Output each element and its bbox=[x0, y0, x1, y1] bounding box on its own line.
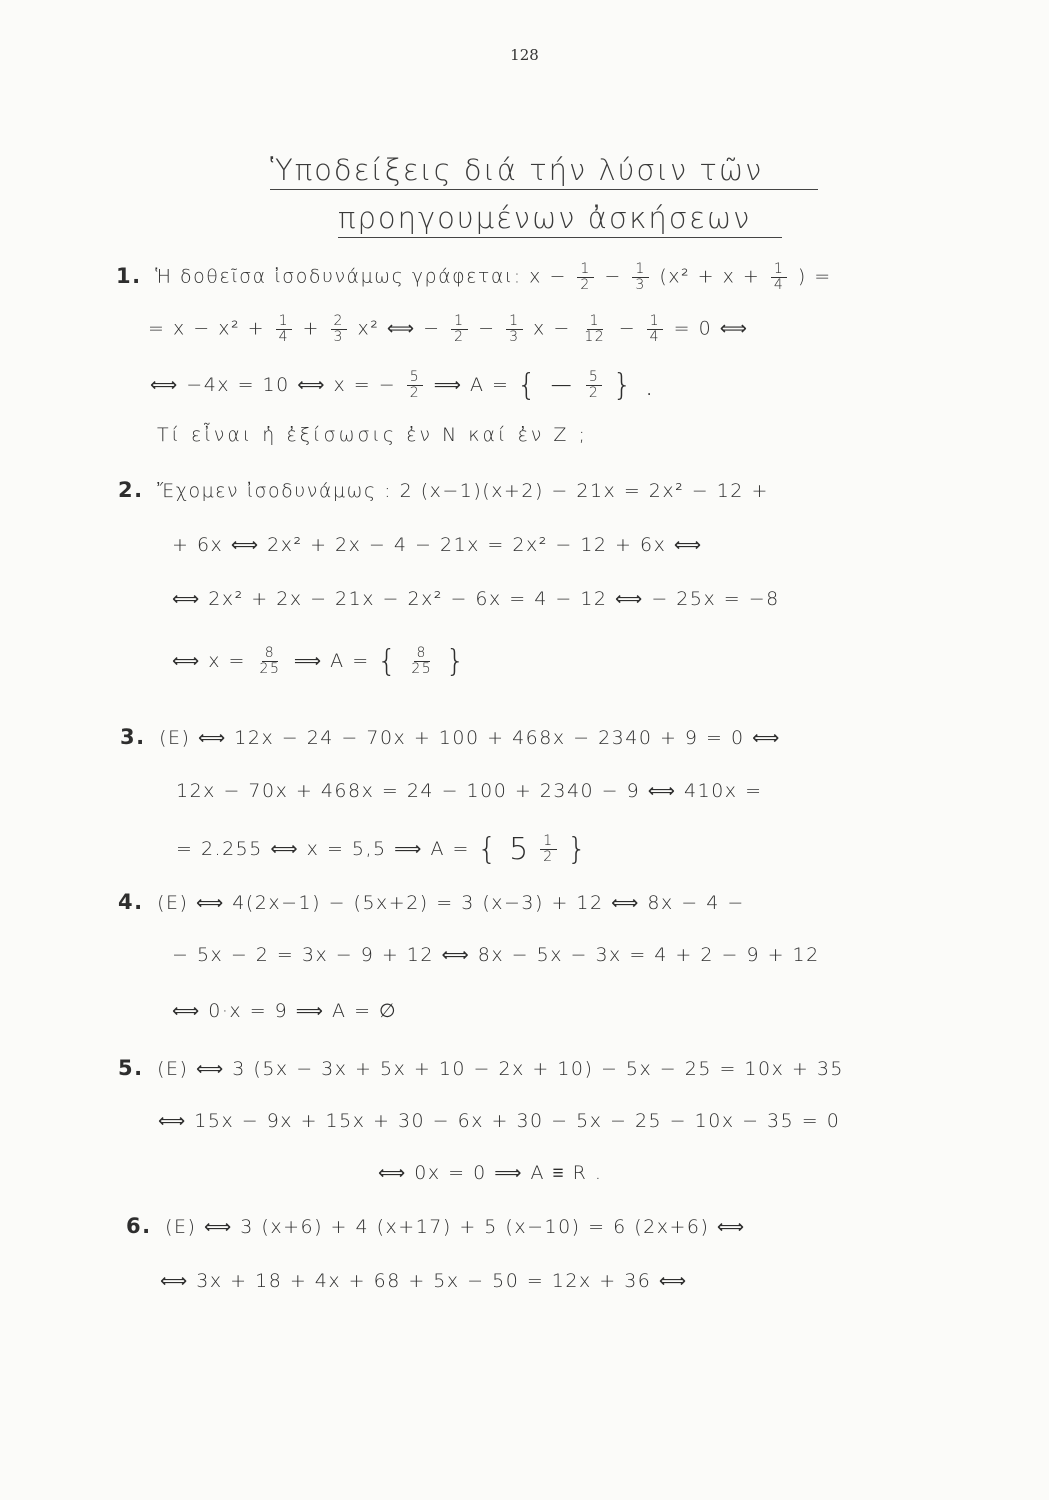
solution-3-line-3 bbox=[176, 832, 588, 867]
fraction: $\frac{1}{2}$ bbox=[451, 314, 467, 344]
fraction: $\frac{1}{12}$ bbox=[584, 313, 606, 345]
solution-5-line-1 bbox=[118, 1056, 844, 1080]
solution-5-line-3: ⟺ 0x = 0 ⟹ A ≡ R . bbox=[378, 1162, 603, 1184]
set-brace: } bbox=[445, 644, 467, 679]
math-text: ⟺ −4x = 10 ⟺ x = − bbox=[150, 374, 397, 396]
math-text: − bbox=[604, 265, 622, 288]
solution-number: 3. bbox=[120, 725, 146, 749]
fraction: $\frac{1}{3}$ bbox=[506, 314, 522, 344]
math-text: Ἡ δοθεῖσα ἰσοδυνάμως γράφεται: x − bbox=[155, 265, 567, 288]
math-text: (E) ⟺ 3 (x+6) + 4 (x+17) + 5 (x−10) = 6 (2x+6) ⟺ bbox=[165, 1216, 746, 1238]
solution-1-question: Τί εἶναι ἡ ἐξίσωσις ἐν N καί ἐν Z ; bbox=[157, 424, 588, 446]
solution-2-line-4 bbox=[172, 644, 466, 679]
math-text: Ἔχομεν ἰσοδυνάμως : 2 (x−1)(x+2) − 21x = 2x² − 12 + bbox=[157, 480, 769, 502]
math-text: (E) ⟺ 3 (5x − 3x + 5x + 10 − 2x + 10) − 5x − 25 = 10x + 35 bbox=[157, 1058, 845, 1080]
solution-5-line-2: ⟺ 15x − 9x + 15x + 30 − 6x + 30 − 5x − 25 − 10x − 35 = 0 bbox=[158, 1110, 841, 1132]
math-text: ⟹ A = bbox=[433, 374, 510, 396]
solution-number: 2. bbox=[118, 478, 144, 502]
fraction: $\frac{2}{3}$ bbox=[331, 314, 347, 344]
solution-number: 6. bbox=[126, 1214, 152, 1238]
math-text: x − bbox=[533, 317, 571, 340]
page-number: 128 bbox=[510, 46, 539, 64]
math-text: ⟹ A = bbox=[293, 650, 370, 672]
solution-number: 4. bbox=[118, 890, 144, 914]
solution-3-line-2: 12x − 70x + 468x = 24 − 100 + 2340 − 9 ⟺ 410x = bbox=[176, 780, 763, 802]
fraction: $\frac{1}{4}$ bbox=[647, 314, 663, 344]
set-brace: } bbox=[567, 832, 588, 867]
fraction: $\frac{5}{2}$ bbox=[407, 370, 423, 400]
set-brace: { 5 bbox=[477, 832, 530, 867]
fraction: $\frac{1}{3}$ bbox=[632, 262, 648, 292]
math-text: = 0 ⟺ bbox=[673, 317, 749, 340]
fraction: $\frac{1}{2}$ bbox=[540, 834, 556, 864]
solution-4-line-3: ⟺ 0·x = 9 ⟹ A = ∅ bbox=[172, 1000, 398, 1022]
math-text: + bbox=[302, 317, 320, 340]
solution-2-line-1 bbox=[118, 478, 769, 502]
page-title-line-2: προηγουμένων ἀσκήσεων bbox=[338, 201, 782, 238]
solution-4-line-2: − 5x − 2 = 3x − 9 + 12 ⟺ 8x − 5x − 3x = 4 + 2 − 9 + 12 bbox=[172, 944, 820, 966]
fraction: $\frac{8}{25}$ bbox=[259, 645, 281, 677]
fraction: $\frac{1}{4}$ bbox=[771, 262, 787, 292]
set-brace: } . bbox=[612, 368, 656, 403]
solution-number: 1. bbox=[116, 263, 142, 288]
fraction: $\frac{1}{4}$ bbox=[276, 314, 292, 344]
fraction: $\frac{5}{2}$ bbox=[586, 370, 602, 400]
fraction: $\frac{1}{2}$ bbox=[577, 262, 593, 292]
solution-1-line-2 bbox=[148, 314, 748, 344]
math-text: (x² + x + bbox=[659, 265, 761, 288]
math-text: = 2.255 ⟺ x = 5,5 ⟹ A = bbox=[176, 838, 470, 860]
math-text: = x − x² + bbox=[148, 317, 266, 340]
solution-1-line-1 bbox=[116, 262, 832, 292]
solution-4-line-1 bbox=[118, 890, 745, 914]
math-text: (E) ⟺ 4(2x−1) − (5x+2) = 3 (x−3) + 12 ⟺ 8x − 4 − bbox=[157, 892, 745, 914]
math-text: x² ⟺ − bbox=[357, 317, 441, 340]
solution-1-line-3 bbox=[150, 368, 655, 403]
set-brace: { bbox=[377, 644, 398, 679]
solution-number: 5. bbox=[118, 1056, 144, 1080]
solution-6-line-1 bbox=[126, 1214, 746, 1238]
math-text: (E) ⟺ 12x − 24 − 70x + 100 + 468x − 2340 + 9 = 0 ⟺ bbox=[159, 727, 781, 749]
solution-6-line-2: ⟺ 3x + 18 + 4x + 68 + 5x − 50 = 12x + 36 ⟺ bbox=[160, 1270, 688, 1292]
solution-2-line-2: + 6x ⟺ 2x² + 2x − 4 − 21x = 2x² − 12 + 6x ⟺ bbox=[172, 534, 703, 556]
page-title-line-1: Ὑποδείξεις διά τήν λύσιν τῶν bbox=[270, 153, 818, 190]
math-text: ⟺ x = bbox=[172, 650, 246, 672]
math-text: ) = bbox=[797, 265, 832, 288]
solution-2-line-3: ⟺ 2x² + 2x − 21x − 2x² − 6x = 4 − 12 ⟺ − 25x = −8 bbox=[172, 588, 780, 610]
solution-3-line-1 bbox=[120, 725, 781, 749]
fraction: $\frac{8}{25}$ bbox=[411, 645, 433, 677]
math-text: − bbox=[478, 317, 496, 340]
math-text: − bbox=[618, 317, 637, 340]
set-brace: { − bbox=[517, 368, 576, 403]
